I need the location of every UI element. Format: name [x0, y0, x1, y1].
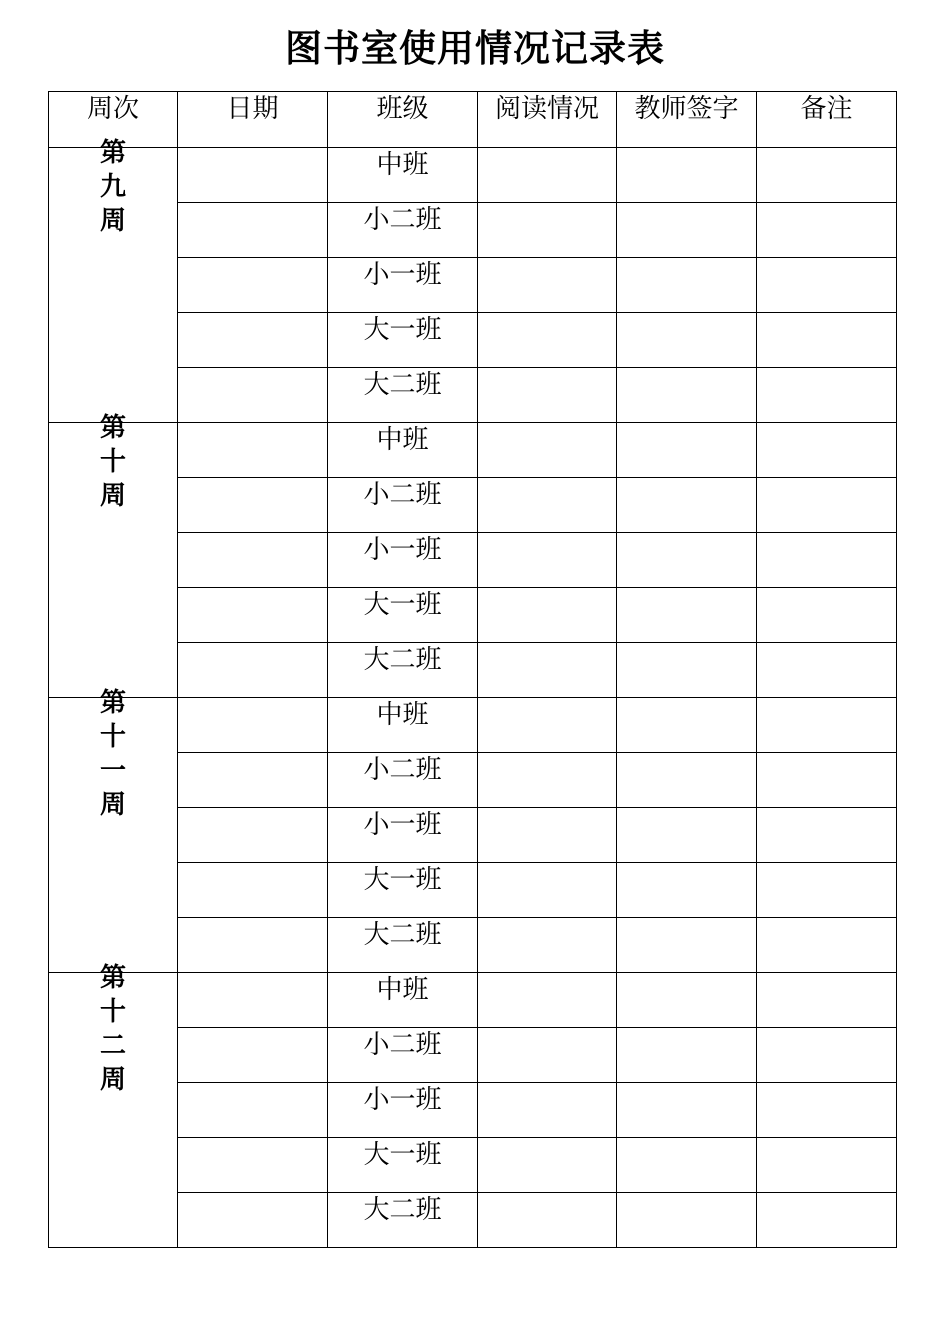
- remarks-cell[interactable]: [757, 423, 897, 478]
- class-cell: 中班: [328, 148, 478, 203]
- class-cell: 小一班: [328, 258, 478, 313]
- date-cell[interactable]: [178, 808, 328, 863]
- remarks-cell[interactable]: [757, 1028, 897, 1083]
- teacher-sign-cell[interactable]: [617, 973, 757, 1028]
- class-cell: 大二班: [328, 643, 478, 698]
- teacher-sign-cell[interactable]: [617, 698, 757, 753]
- header-row: [49, 92, 897, 148]
- teacher-sign-cell[interactable]: [617, 148, 757, 203]
- class-cell: 中班: [328, 423, 478, 478]
- class-cell: 小一班: [328, 1083, 478, 1138]
- reading-cell[interactable]: [478, 478, 617, 533]
- header-remarks: 备注: [757, 92, 897, 148]
- remarks-cell[interactable]: [757, 203, 897, 258]
- date-cell[interactable]: [178, 1138, 328, 1193]
- header-class: 班级: [328, 92, 478, 148]
- reading-cell[interactable]: [478, 258, 617, 313]
- week-cell: [49, 688, 178, 973]
- teacher-sign-cell[interactable]: [617, 643, 757, 698]
- date-cell[interactable]: [178, 258, 328, 313]
- teacher-sign-cell[interactable]: [617, 203, 757, 258]
- page-title: 图书室使用情况记录表: [285, 27, 665, 70]
- reading-cell[interactable]: [478, 643, 617, 698]
- date-cell[interactable]: [178, 918, 328, 973]
- class-cell: 小二班: [328, 1028, 478, 1083]
- teacher-sign-cell[interactable]: [617, 1028, 757, 1083]
- week-label: 第十二周: [99, 963, 126, 1095]
- date-cell[interactable]: [178, 1028, 328, 1083]
- remarks-cell[interactable]: [757, 588, 897, 643]
- teacher-sign-cell[interactable]: [617, 1083, 757, 1138]
- remarks-cell[interactable]: [757, 1193, 897, 1248]
- class-cell: 大一班: [328, 1138, 478, 1193]
- header-week: 周次: [49, 92, 178, 148]
- reading-cell[interactable]: [478, 203, 617, 258]
- teacher-sign-cell[interactable]: [617, 533, 757, 588]
- remarks-cell[interactable]: [757, 1083, 897, 1138]
- class-cell: 中班: [328, 973, 478, 1028]
- teacher-sign-cell[interactable]: [617, 808, 757, 863]
- teacher-sign-cell[interactable]: [617, 1193, 757, 1248]
- date-cell[interactable]: [178, 313, 328, 368]
- week-cell: [49, 413, 178, 698]
- remarks-cell[interactable]: [757, 148, 897, 203]
- teacher-sign-cell[interactable]: [617, 478, 757, 533]
- date-cell[interactable]: [178, 148, 328, 203]
- table-row: [49, 148, 897, 203]
- remarks-cell[interactable]: [757, 643, 897, 698]
- week-cell: [49, 963, 178, 1248]
- remarks-cell[interactable]: [757, 973, 897, 1028]
- reading-cell[interactable]: [478, 698, 617, 753]
- table-row: [49, 973, 897, 1028]
- reading-cell[interactable]: [478, 1138, 617, 1193]
- reading-cell[interactable]: [478, 808, 617, 863]
- reading-cell[interactable]: [478, 148, 617, 203]
- reading-cell[interactable]: [478, 588, 617, 643]
- reading-cell[interactable]: [478, 1193, 617, 1248]
- date-cell[interactable]: [178, 1083, 328, 1138]
- header-teacher-sign: 教师签字: [617, 92, 757, 148]
- class-cell: 大二班: [328, 918, 478, 973]
- week-cell: [49, 138, 178, 423]
- teacher-sign-cell[interactable]: [617, 753, 757, 808]
- class-cell: 大一班: [328, 313, 478, 368]
- date-cell[interactable]: [178, 698, 328, 753]
- remarks-cell[interactable]: [757, 863, 897, 918]
- reading-cell[interactable]: [478, 753, 617, 808]
- teacher-sign-cell[interactable]: [617, 1138, 757, 1193]
- class-cell: 小一班: [328, 808, 478, 863]
- reading-cell[interactable]: [478, 533, 617, 588]
- remarks-cell[interactable]: [757, 368, 897, 423]
- class-cell: 小二班: [328, 478, 478, 533]
- teacher-sign-cell[interactable]: [617, 918, 757, 973]
- remarks-cell[interactable]: [757, 313, 897, 368]
- library-usage-table: [48, 91, 897, 1248]
- class-cell: 中班: [328, 698, 478, 753]
- remarks-cell[interactable]: [757, 918, 897, 973]
- class-cell: 小二班: [328, 753, 478, 808]
- reading-cell[interactable]: [478, 1028, 617, 1083]
- class-cell: 大一班: [328, 863, 478, 918]
- date-cell[interactable]: [178, 478, 328, 533]
- date-cell[interactable]: [178, 863, 328, 918]
- reading-cell[interactable]: [478, 423, 617, 478]
- remarks-cell[interactable]: [757, 698, 897, 753]
- week-label: 第十周: [99, 413, 126, 511]
- remarks-cell[interactable]: [757, 1138, 897, 1193]
- reading-cell[interactable]: [478, 863, 617, 918]
- class-cell: 大一班: [328, 588, 478, 643]
- table-row: [49, 423, 897, 478]
- week-label: 第十一周: [99, 688, 126, 820]
- class-cell: 小一班: [328, 533, 478, 588]
- header-reading: 阅读情况: [478, 92, 617, 148]
- class-cell: 大二班: [328, 368, 478, 423]
- date-cell[interactable]: [178, 533, 328, 588]
- reading-cell[interactable]: [478, 918, 617, 973]
- date-cell[interactable]: [178, 973, 328, 1028]
- teacher-sign-cell[interactable]: [617, 588, 757, 643]
- table-row: [49, 698, 897, 753]
- teacher-sign-cell[interactable]: [617, 423, 757, 478]
- class-cell: 大二班: [328, 1193, 478, 1248]
- teacher-sign-cell[interactable]: [617, 313, 757, 368]
- reading-cell[interactable]: [478, 973, 617, 1028]
- teacher-sign-cell[interactable]: [617, 258, 757, 313]
- date-cell[interactable]: [178, 643, 328, 698]
- teacher-sign-cell[interactable]: [617, 863, 757, 918]
- remarks-cell[interactable]: [757, 533, 897, 588]
- reading-cell[interactable]: [478, 1083, 617, 1138]
- remarks-cell[interactable]: [757, 753, 897, 808]
- header-date: 日期: [178, 92, 328, 148]
- reading-cell[interactable]: [478, 368, 617, 423]
- teacher-sign-cell[interactable]: [617, 368, 757, 423]
- date-cell[interactable]: [178, 588, 328, 643]
- remarks-cell[interactable]: [757, 808, 897, 863]
- date-cell[interactable]: [178, 1193, 328, 1248]
- date-cell[interactable]: [178, 203, 328, 258]
- class-cell: 小二班: [328, 203, 478, 258]
- date-cell[interactable]: [178, 423, 328, 478]
- remarks-cell[interactable]: [757, 478, 897, 533]
- reading-cell[interactable]: [478, 313, 617, 368]
- remarks-cell[interactable]: [757, 258, 897, 313]
- date-cell[interactable]: [178, 368, 328, 423]
- week-label: 第九周: [99, 138, 126, 236]
- date-cell[interactable]: [178, 753, 328, 808]
